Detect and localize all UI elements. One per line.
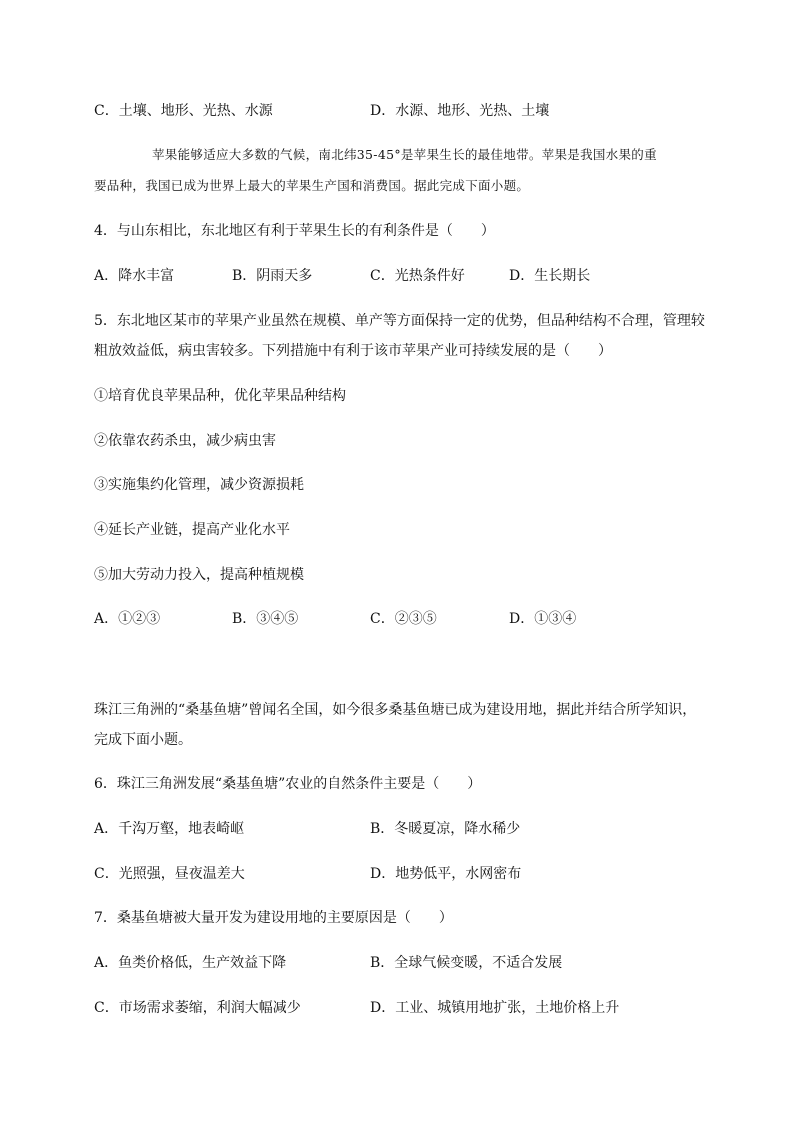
q5-option-c: C．②③⑤: [370, 611, 437, 627]
q7-option-c: C．市场需求萎缩，利润大幅减少: [94, 1000, 301, 1016]
q5-option-d: D．①③④: [509, 611, 577, 627]
passage1-line2: 要品种，我国已成为世界上最大的苹果生产国和消费国。据此完成下面小题。: [94, 178, 530, 193]
q4-option-c: C．光热条件好: [370, 268, 465, 284]
q7-stem: 7．桑基鱼塘被大量开发为建设用地的主要原因是（ ）: [94, 910, 453, 926]
q6-option-b: B．冬暖夏凉，降水稀少: [370, 821, 521, 837]
q7-option-a: A．鱼类价格低，生产效益下降: [94, 955, 287, 971]
q3-option-d: D．水源、地形、光热、土壤: [370, 103, 550, 119]
passage2-line2: 完成下面小题。: [94, 732, 192, 748]
q5-item-1: ①培育优良苹果品种，优化苹果品种结构: [94, 388, 346, 404]
q4-option-b: B．阴雨天多: [232, 268, 313, 284]
q6-option-d: D．地势低平，水网密布: [370, 866, 522, 882]
q6-stem: 6．珠江三角洲发展“桑基鱼塘”农业的自然条件主要是（ ）: [94, 776, 482, 792]
q4-option-a: A．降水丰富: [94, 268, 175, 284]
q5-item-5: ⑤加大劳动力投入，提高种植规模: [94, 567, 304, 583]
q6-option-c: C．光照强，昼夜温差大: [94, 866, 245, 882]
q5-item-2: ②依靠农药杀虫，减少病虫害: [94, 433, 276, 449]
q3-option-c: C．土壤、地形、光热、水源: [94, 103, 273, 119]
q5-stem-line1: 5．东北地区某市的苹果产业虽然在规模、单产等方面保持一定的优势，但品种结构不合理，管理较: [94, 313, 705, 329]
q5-option-a: A．①②③: [94, 611, 161, 627]
q4-stem: 4．与山东相比，东北地区有利于苹果生长的有利条件是（ ）: [94, 223, 495, 239]
q4-option-d: D．生长期长: [509, 268, 591, 284]
passage2-line1: 珠江三角洲的“桑基鱼塘”曾闻名全国，如今很多桑基鱼塘已成为建设用地，据此并结合所学知识，: [94, 702, 697, 718]
q6-option-a: A．千沟万壑，地表崎岖: [94, 821, 245, 837]
q5-stem-line2: 粗放效益低，病虫害较多。下列措施中有利于该市苹果产业可持续发展的是（ ）: [94, 343, 612, 359]
q7-option-d: D．工业、城镇用地扩张，土地价格上升: [370, 1000, 620, 1016]
passage1-line1: 苹果能够适应大多数的气候，南北纬35-45°是苹果生长的最佳地带。苹果是我国水果的重: [152, 147, 657, 162]
q5-option-b: B．③④⑤: [232, 611, 299, 627]
q5-item-3: ③实施集约化管理，减少资源损耗: [94, 477, 304, 493]
q5-item-4: ④延长产业链，提高产业化水平: [94, 522, 290, 538]
q7-option-b: B．全球气候变暖，不适合发展: [370, 955, 563, 971]
